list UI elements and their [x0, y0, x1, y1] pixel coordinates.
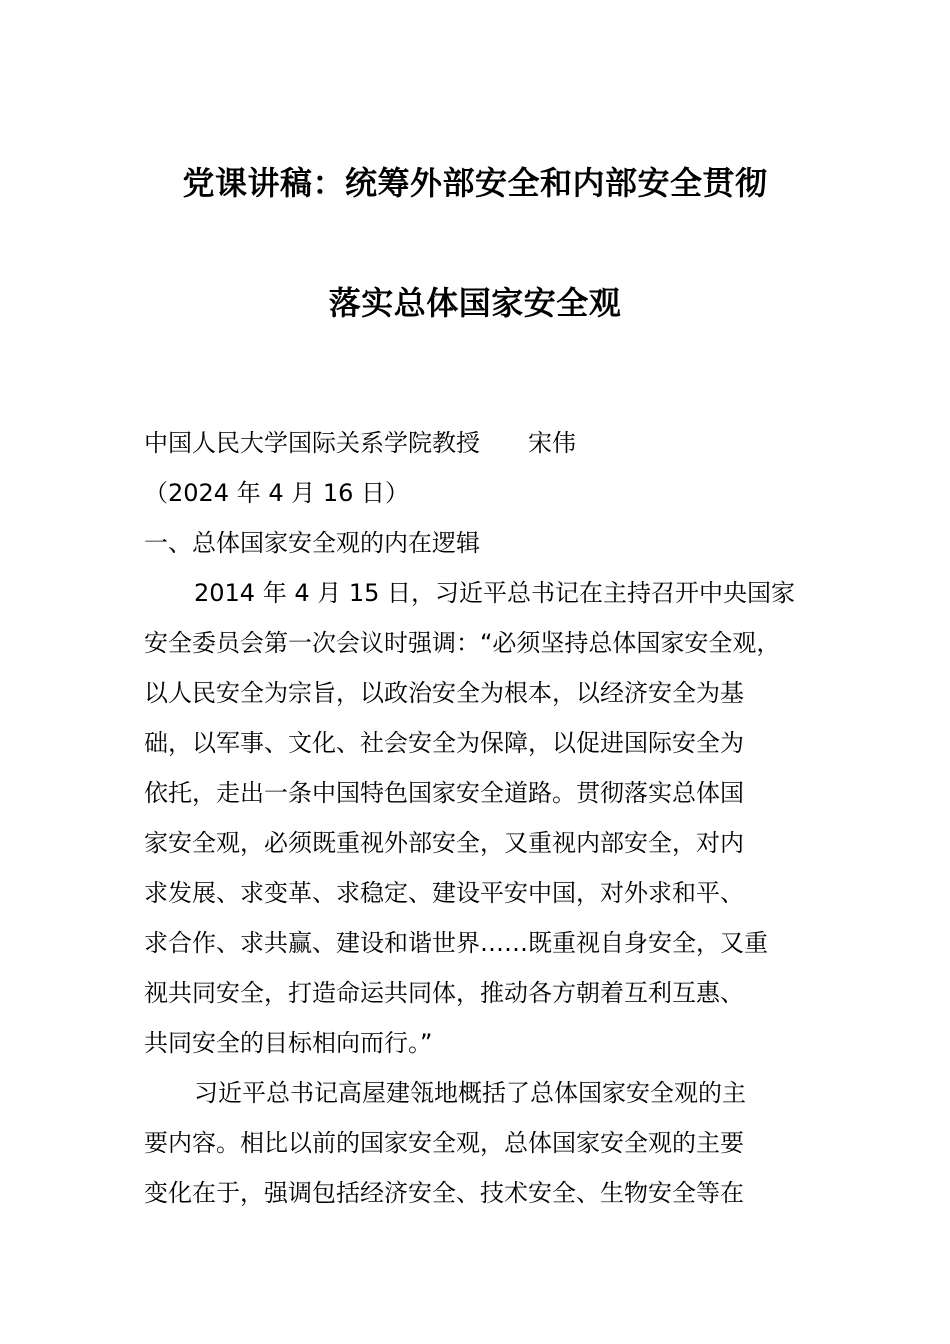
paragraph-1-line: 家安全观，必须既重视外部安全，又重视内部安全，对内: [144, 829, 744, 857]
author-name: 宋伟: [528, 429, 576, 457]
paragraph-1-line: 共同安全的目标相向而行。”: [144, 1029, 433, 1057]
paragraph-1-line: 视共同安全，打造命运共同体，推动各方朝着互利互惠、: [144, 979, 744, 1007]
paragraph-2-line: 变化在于，强调包括经济安全、技术安全、生物安全等在: [144, 1179, 744, 1207]
author-line: [144, 418, 834, 468]
paragraph-2-line: 习近平总书记高屋建瓴地概括了总体国家安全观的主: [194, 1079, 746, 1107]
paragraph-1-line: 依托，走出一条中国特色国家安全道路。贯彻落实总体国: [144, 779, 744, 807]
document-body: [144, 418, 834, 1218]
paragraph-1-line: 以人民安全为宗旨，以政治安全为根本，以经济安全为基: [144, 679, 744, 707]
paragraph-1-line: 求合作、求共赢、建设和谐世界……既重视自身安全，又重: [144, 929, 768, 957]
paragraph-1-line: 安全委员会第一次会议时强调：“必须坚持总体国家安全观，: [144, 629, 781, 657]
document-title-line-1: 党课讲稿：统筹外部安全和内部安全贯彻: [182, 164, 768, 202]
paragraph-2-line: 要内容。相比以前的国家安全观，总体国家安全观的主要: [144, 1129, 744, 1157]
document-title-line-2: 落实总体国家安全观: [328, 284, 622, 322]
paragraph-1-line: 求发展、求变革、求稳定、建设平安中国，对外求和平、: [144, 879, 744, 907]
date-line: （2024 年 4 月 16 日）: [144, 479, 410, 507]
paragraph-1-line: 2014 年 4 月 15 日，习近平总书记在主持召开中央国家: [194, 579, 796, 607]
paragraph-1-line: 础，以军事、文化、社会安全为保障，以促进国际安全为: [144, 729, 744, 757]
section-heading: 一、总体国家安全观的内在逻辑: [144, 529, 480, 557]
author-affiliation: 中国人民大学国际关系学院教授: [144, 429, 480, 457]
